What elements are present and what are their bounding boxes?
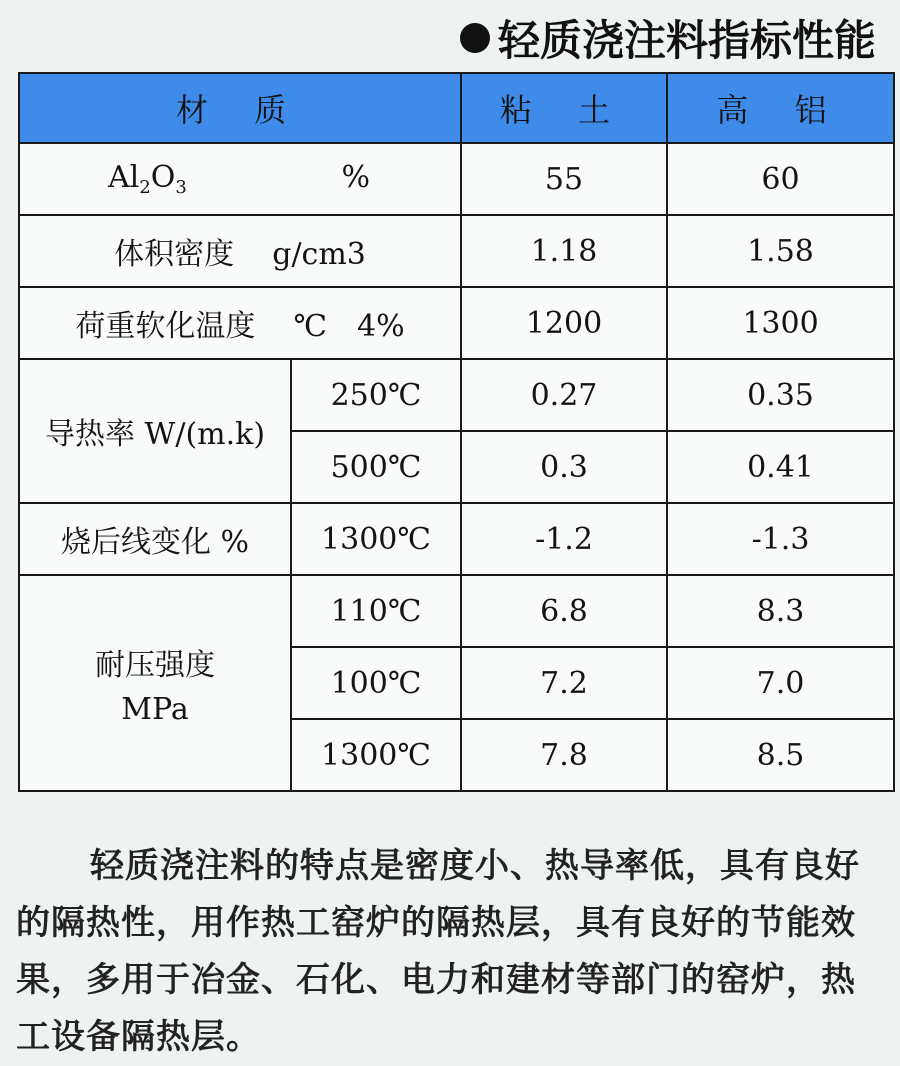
softening-alumina: 1300: [667, 287, 894, 359]
table-header-row: [19, 73, 894, 143]
al2o3-label: [19, 143, 461, 215]
page-title: [460, 8, 876, 68]
conductivity-alumina: 0.41: [667, 431, 894, 503]
al2o3-clay: 55: [461, 143, 667, 215]
linear-change-clay: -1.2: [461, 503, 667, 575]
al2o3-formula: $Al_2O_3$: [108, 160, 187, 198]
linear-change-temp: 1300℃: [291, 503, 461, 575]
compressive-clay: 6.8: [461, 575, 667, 647]
header-clay: 粘 土: [461, 73, 667, 143]
compressive-temp: 100℃: [291, 647, 461, 719]
header-alumina: 高 铝: [667, 73, 894, 143]
conductivity-alumina: 0.35: [667, 359, 894, 431]
table-row: [19, 575, 894, 647]
linear-change-label: 烧后线变化 %: [19, 503, 291, 575]
al2o3-unit: %: [341, 160, 370, 195]
compressive-clay: 7.2: [461, 647, 667, 719]
description-paragraph: 轻质浇注料的特点是密度小、热导率低，具有良好的隔热性，用作热工窑炉的隔热层，具有良好的节能效果，多用于冶金、石化、电力和建材等部门的窑炉，热工设备隔热层。: [16, 846, 860, 1057]
page-title-text: 轻质浇注料指标性能: [497, 16, 876, 65]
density-alumina: 1.58: [667, 215, 894, 287]
table-row: [19, 287, 894, 359]
bullet-dot-icon: [460, 23, 490, 53]
header-material: 材 质: [19, 73, 461, 143]
conductivity-clay: 0.3: [461, 431, 667, 503]
conductivity-label: 导热率 W/(m.k): [19, 359, 291, 503]
conductivity-temp: 250℃: [291, 359, 461, 431]
linear-change-alumina: -1.3: [667, 503, 894, 575]
table-row: [19, 359, 894, 431]
softening-label: 荷重软化温度 ℃ 4%: [19, 287, 461, 359]
compressive-temp: 110℃: [291, 575, 461, 647]
compressive-temp: 1300℃: [291, 719, 461, 791]
density-label: 体积密度 g/cm3: [19, 215, 461, 287]
table-row: [19, 215, 894, 287]
softening-clay: 1200: [461, 287, 667, 359]
compressive-label: 耐压强度 MPa: [19, 575, 291, 791]
compressive-alumina: 8.3: [667, 575, 894, 647]
compressive-clay: 7.8: [461, 719, 667, 791]
density-clay: 1.18: [461, 215, 667, 287]
conductivity-clay: 0.27: [461, 359, 667, 431]
al2o3-alumina: 60: [667, 143, 894, 215]
spec-table: [18, 72, 895, 792]
compressive-alumina: 7.0: [667, 647, 894, 719]
conductivity-temp: 500℃: [291, 431, 461, 503]
table-row: [19, 143, 894, 215]
table-row: [19, 503, 894, 575]
compressive-alumina: 8.5: [667, 719, 894, 791]
